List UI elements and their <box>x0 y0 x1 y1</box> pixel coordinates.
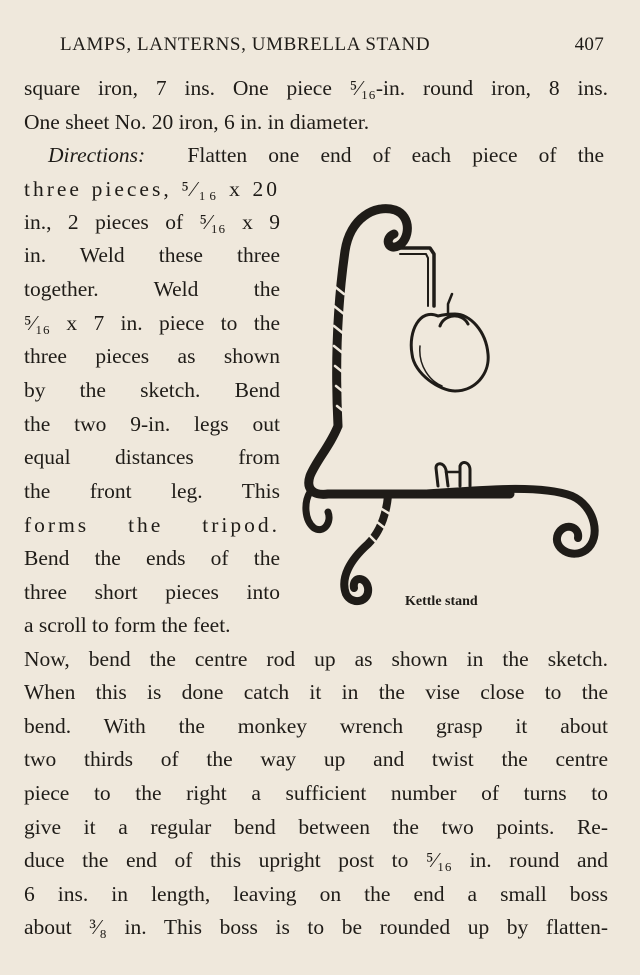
text-line: give it a regular bend between the two points. Re- <box>24 815 608 839</box>
text-line: Now, bend the centre rod up as shown in the sketch. <box>24 647 608 671</box>
text-line: square iron, 7 ins. One piece ⁵⁄₁₆-in. round iron, 8 ins. <box>24 76 608 100</box>
column-line: equal distances from <box>24 445 280 469</box>
column-line: three pieces, ⁵⁄₁₆ x 20 <box>24 177 280 201</box>
column-line: ⁵⁄₁₆ x 7 in. piece to the <box>24 311 280 335</box>
column-line: by the sketch. Bend <box>24 378 280 402</box>
page-number: 407 <box>574 34 604 55</box>
text-line: 6 ins. in length, leaving on the end a small boss <box>24 882 608 906</box>
column-line: forms the tripod. <box>24 513 280 537</box>
directions-line <box>48 145 604 167</box>
kettle-stand-drawing <box>290 196 606 616</box>
column-line: in. Weld these three <box>24 243 280 267</box>
column-line: in., 2 pieces of ⁵⁄₁₆ x 9 <box>24 210 280 234</box>
text-line: about ³⁄₈ in. This boss is to be rounded up by flatten- <box>24 915 608 939</box>
column-line: the front leg. This <box>24 479 280 503</box>
column-line: Bend the ends of the <box>24 546 280 570</box>
directions-label: Directions: <box>48 143 146 167</box>
text-line: bend. With the monkey wrench grasp it about <box>24 714 608 738</box>
column-line: three pieces as shown <box>24 344 280 368</box>
text-line: two thirds of the way up and twist the centre <box>24 747 608 771</box>
running-header <box>60 34 604 56</box>
text-line: piece to the right a sufficient number of turns to <box>24 781 608 805</box>
kettle-stand-illustration <box>290 196 606 616</box>
text-span: Flatten one end of each piece of the <box>187 143 604 167</box>
column-line: together. Weld the <box>24 277 280 301</box>
running-title: LAMPS, LANTERNS, UMBRELLA STAND <box>60 34 431 55</box>
text-line: One sheet No. 20 iron, 6 in. in diameter. <box>24 110 370 134</box>
column-line: a scroll to form the feet. <box>24 613 231 637</box>
column-line: three short pieces into <box>24 580 280 604</box>
text-line: When this is done catch it in the vise close to the <box>24 680 608 704</box>
figure-caption: Kettle stand <box>405 594 478 609</box>
text-line: duce the end of this upright post to ⁵⁄₁₆ in. round and <box>24 848 608 872</box>
column-line: the two 9-in. legs out <box>24 412 280 436</box>
